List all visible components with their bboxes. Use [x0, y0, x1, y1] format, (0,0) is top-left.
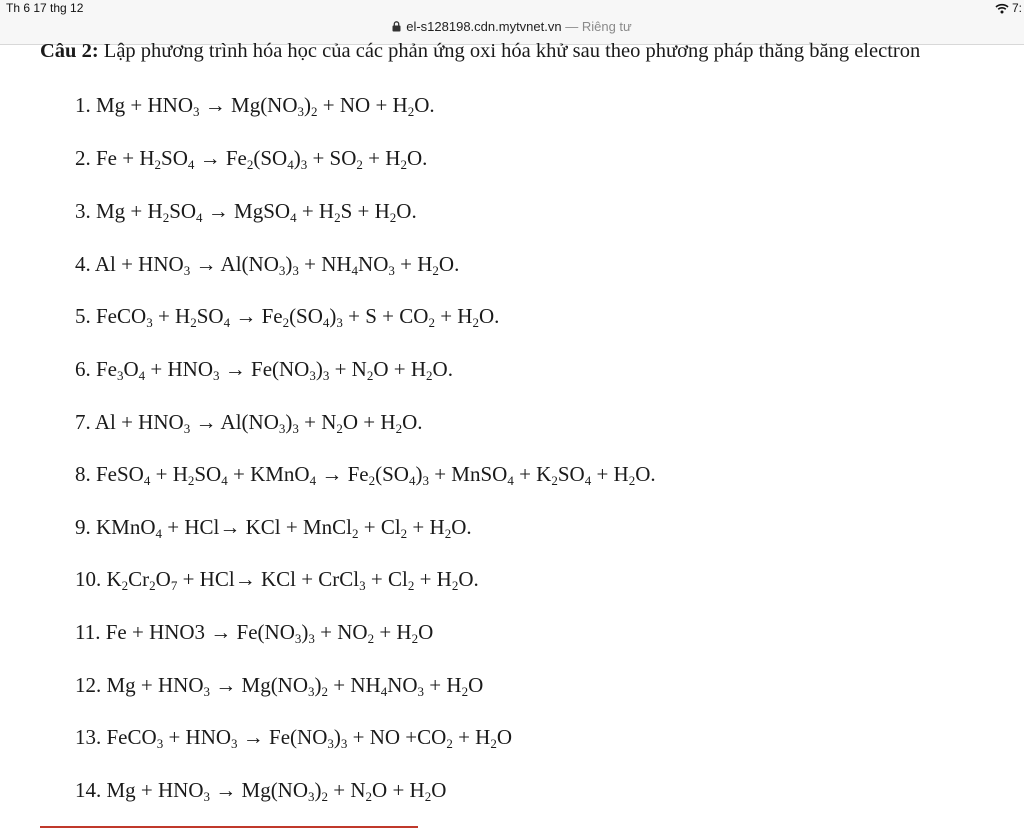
equation-7: 7. $Al + HNO_3 \to Al(NO_3)_3 + N_2O + H_2O$.	[75, 410, 423, 436]
wifi-icon	[995, 3, 1009, 14]
equation-10: 10. $K_2Cr_2O_7 + HCl\to$ KCl + CrCl$_3$ + $Cl_2 + H_2O$.	[75, 567, 479, 593]
equation-3: 3. $Mg + H_2SO_4$ → MgSO$_4$ + $H_2S + H_2O$.	[75, 199, 417, 225]
equation-1: 1. $Mg + HNO_3 \to Mg(NO_3)_2$ + NO + $H_2O$.	[75, 93, 435, 119]
document-content	[40, 38, 1000, 64]
equation-12: 12. $Mg + HNO_3 \to Mg(NO_3)_2 + NH_4NO_3 + H_2O$	[75, 673, 484, 699]
equation-11: 11. $Fe + HNO3 \to Fe(NO_3)_3 + NO_2 + H_2O$	[75, 620, 434, 646]
equation-2: 2. $Fe + H_2SO_4 \to Fe_2(SO_4)_3 + SO_2 + H_2O$.	[75, 146, 428, 172]
question-number: Câu 2:	[40, 40, 99, 62]
equation-6: 6. $Fe_3O_4 + HNO_3 \to Fe(NO_3)_3 + N_2O + H_2O$.	[75, 357, 453, 383]
equation-8: 8. FeSO$_4$ + $H_2SO_4$ + KMnO$_4$ → $Fe_2(SO_4)_3$ + MnSO$_4$ + $K_2SO_4 + H_2O$.	[75, 462, 656, 488]
private-label: Riêng tư	[581, 19, 632, 34]
question-text: Lập phương trình hóa học của các phản ứng oxi hóa khử sau theo phương pháp thăng băng electron	[98, 40, 921, 62]
equation-14: 14. $Mg + HNO_3 \to Mg(NO_3)_2 + N_2O + H_2O$	[75, 778, 447, 804]
battery-text: 7:	[1011, 1, 1022, 15]
url-text[interactable]: el-s128198.cdn.mytvnet.vn	[406, 19, 562, 34]
equation-4: 4. $Al + HNO_3 \to Al(NO_3)_3 + NH_4NO_3 + H_2O$.	[75, 252, 460, 278]
equation-9: 9. KMnO$_4$ + HCl→ KCl + MnCl$_2$ + $Cl_2 + H_2O$.	[75, 515, 472, 541]
address-bar[interactable]	[0, 19, 1024, 34]
equation-5: 5. FeCO$_3$ + $H_2SO_4 \to Fe_2(SO_4)_3 + S + CO_2 + H_2O$.	[75, 304, 500, 330]
question-heading	[40, 38, 1000, 64]
status-indicators	[995, 1, 1022, 15]
status-time: Th 6 17 thg 12	[6, 1, 84, 15]
url-separator: —	[561, 19, 582, 34]
equation-13: 13. FeCO$_3$ + $HNO_3 \to Fe(NO_3)_3$ + NO $+CO_2 + H_2O$	[75, 725, 512, 751]
lock-icon	[392, 21, 401, 32]
red-divider	[40, 826, 418, 828]
